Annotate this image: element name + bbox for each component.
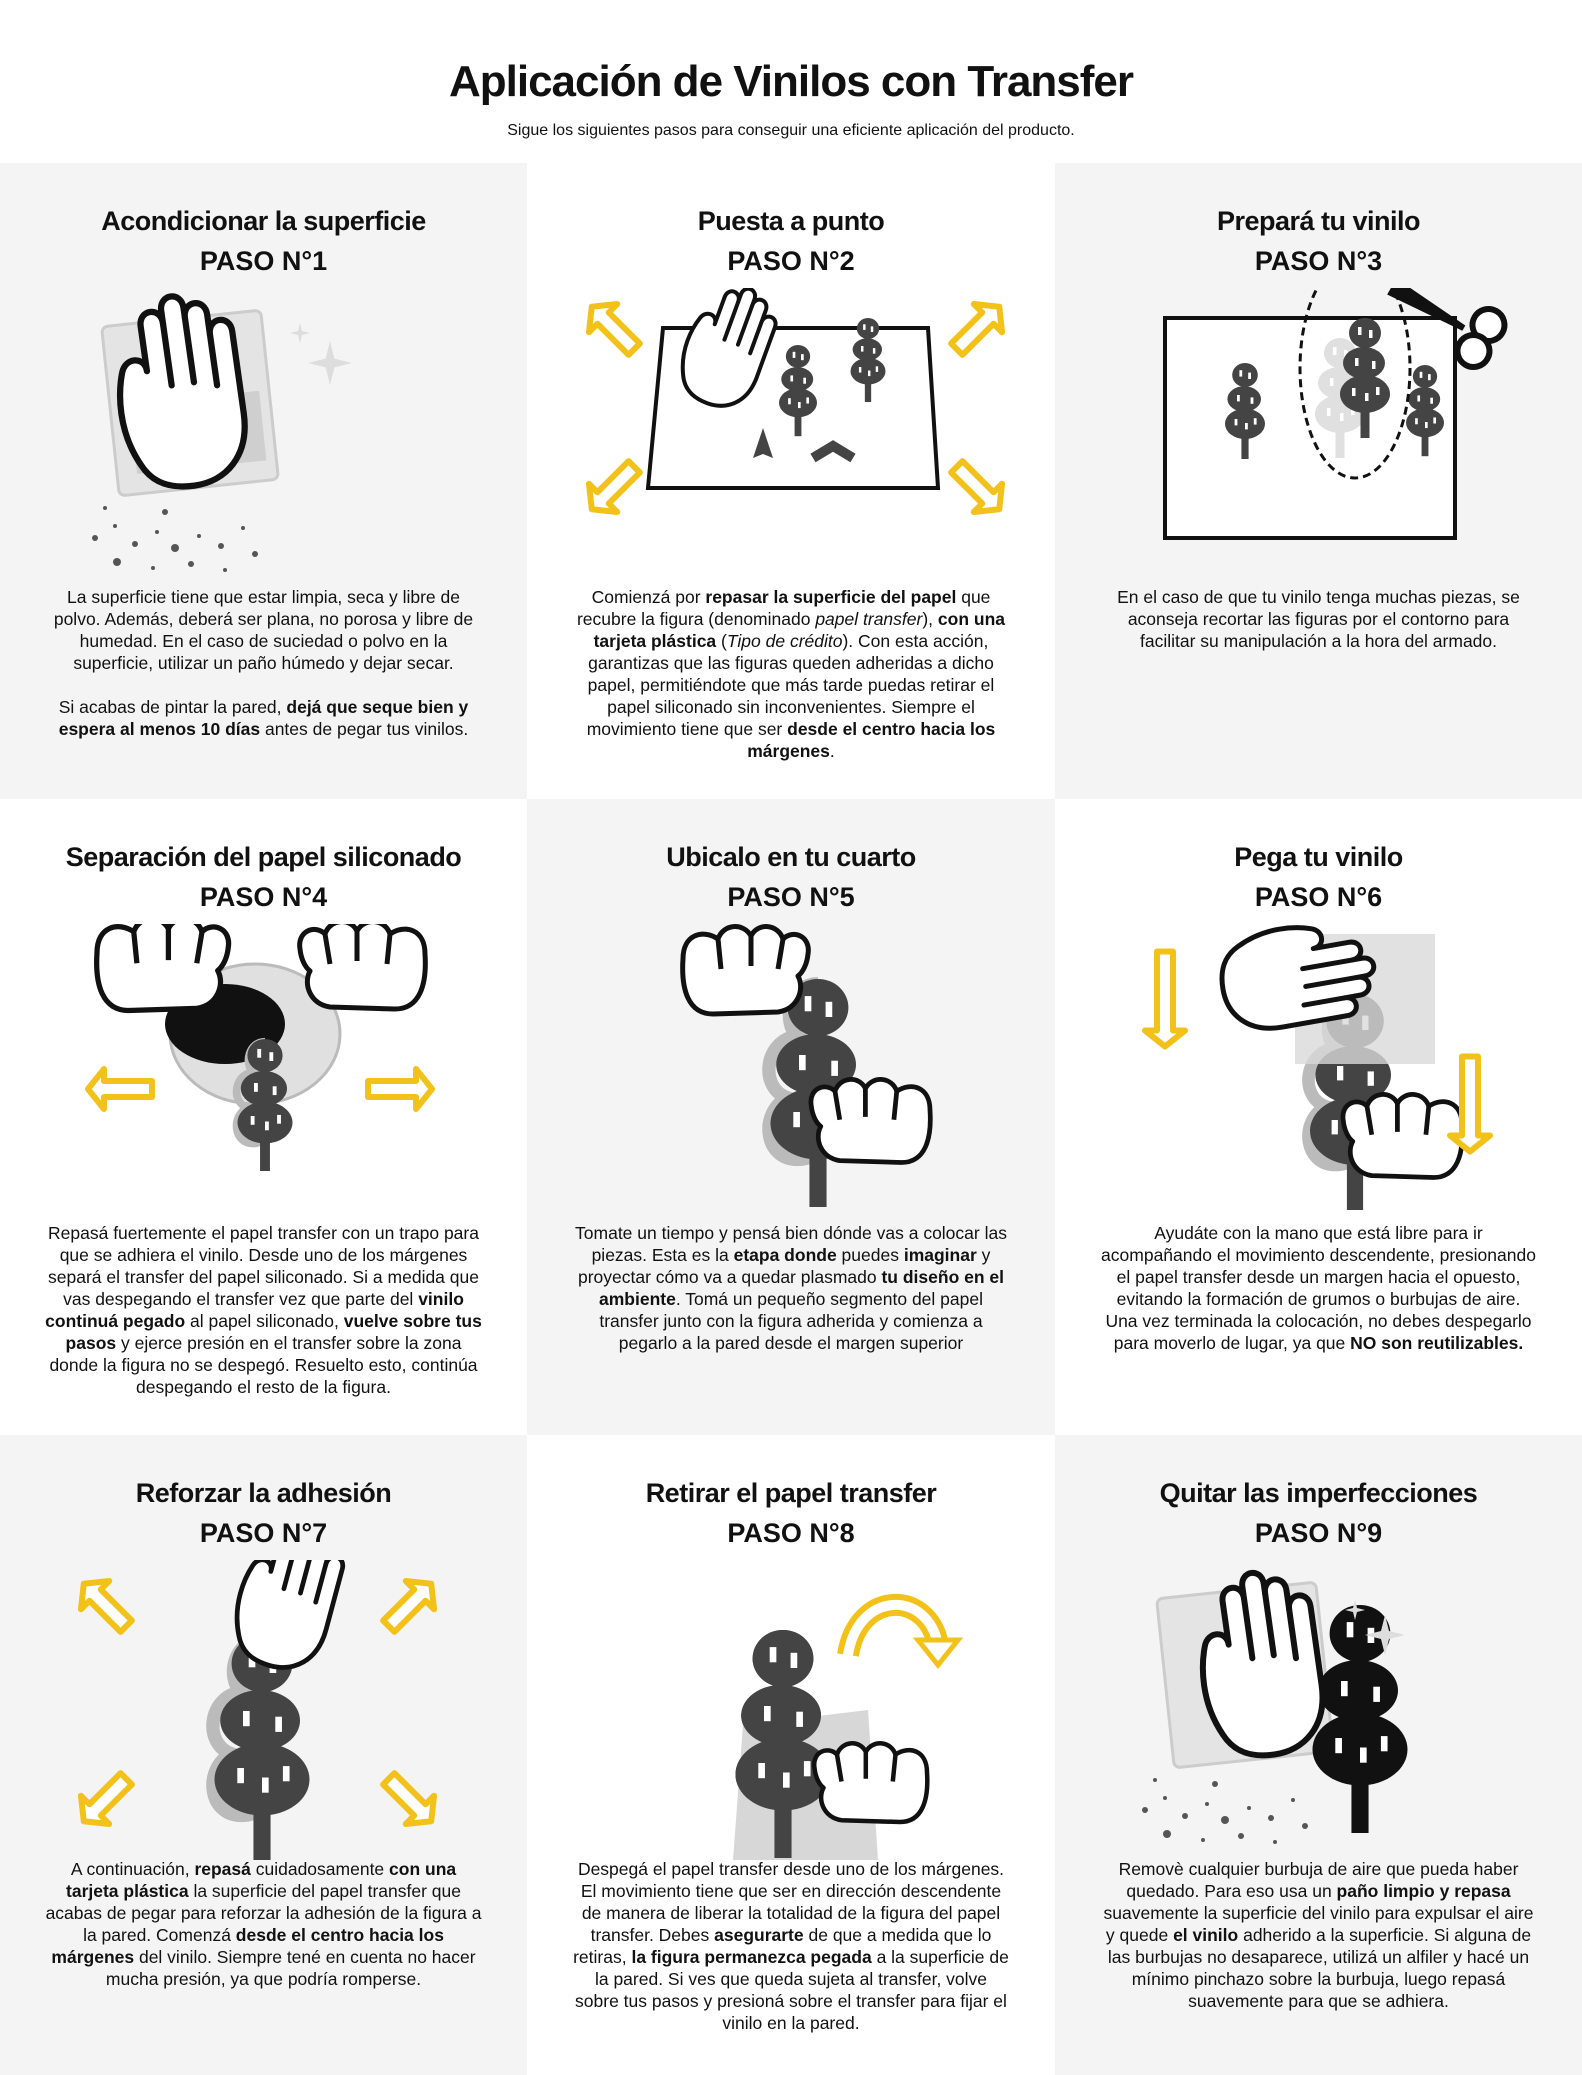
text-run: del vinilo. Siempre tené en cuenta no hacer mucha presión, ya que podría romperse.	[105, 1947, 476, 1989]
text-run: el vinilo	[1173, 1925, 1239, 1945]
text-run: La superficie tiene que estar limpia, seca y libre de polvo. Además, deberá ser plana, no porosa y libre de humedad. En el caso de suciedad o polvo en la superficie, utilizar un paño húmedo y dejar secar.	[53, 587, 474, 673]
page-subtitle: Sigue los siguientes pasos para conseguir una eficiente aplicación del producto.	[507, 122, 1075, 139]
step-card-5	[527, 799, 1055, 1435]
text-run: puedes	[836, 1245, 904, 1265]
page-title: Aplicación de Vinilos con Transfer	[448, 57, 1134, 106]
step-title: Quitar las imperfecciones	[1159, 1478, 1478, 1508]
text-run: al papel siliconado,	[185, 1311, 344, 1331]
step-description	[571, 1222, 1011, 1354]
hands-positioning-vinyl-icon	[527, 924, 1055, 1224]
text-run: Tomate un tiempo y pensá bien dónde vas a colocar las piezas. Esta es la	[575, 1223, 1007, 1265]
text-run: la superficie del papel transfer que acabas de pegar para reforzar la adhesión de la figura a la pared. Comenzá	[45, 1881, 482, 1945]
text-run: con una tarjeta plástica	[593, 609, 1005, 651]
step-number: PASO N°5	[727, 882, 855, 912]
description-paragraph	[571, 1222, 1011, 1354]
description-paragraph	[1099, 1222, 1538, 1354]
text-run: Repasá fuertemente el papel transfer con un trapo para que se adhiera el vinilo. Desde uno de los márgenes separá el transfer del papel siliconado. Si a medida que vas despegando el transfer vez que parte del	[48, 1223, 479, 1309]
description-paragraph	[44, 1222, 483, 1398]
text-run: cuidadosamente	[250, 1859, 390, 1879]
step-card-2	[527, 163, 1055, 799]
text-run: a la superficie de la pared. Si ves que queda sujeta al transfer, volve sobre tus pasos y presioná sobre el transfer para fijar el vinilo en la pared.	[575, 1947, 1009, 2033]
text-run: la figura permanezca pegada	[631, 1947, 872, 1967]
hand-wiping-surface-icon	[0, 288, 527, 588]
step-title: Separación del papel siliconado	[65, 842, 462, 872]
step-card-9	[1055, 1435, 1582, 2075]
step-number: PASO N°9	[1254, 1518, 1383, 1548]
text-run: ),	[922, 609, 938, 629]
step-number: PASO N°7	[199, 1518, 328, 1548]
step-title: Puesta a punto	[697, 206, 885, 236]
step-title: Reforzar la adhesión	[135, 1478, 392, 1508]
scissors-cutting-vinyl-icon	[1055, 288, 1582, 588]
description-paragraph	[571, 1858, 1011, 2034]
hand-removing-bubbles-icon	[1055, 1560, 1582, 1860]
text-run: y ejerce presión en el transfer sobre la zona donde la figura no se despegó. Resuelto esto, continúa despegando el resto de la figura.	[49, 1333, 478, 1397]
text-run: suavemente la superficie del vinilo para expulsar el aire y quede	[1103, 1903, 1534, 1945]
page-header	[0, 0, 1582, 163]
description-paragraph	[1099, 586, 1538, 652]
text-run: vuelve sobre tus pasos	[65, 1311, 482, 1353]
step-title: Acondicionar la superficie	[101, 206, 426, 236]
text-run: asegurarte	[714, 1925, 804, 1945]
hands-pressing-vinyl-icon	[1055, 924, 1582, 1224]
step-description	[44, 1222, 483, 1398]
step-card-6	[1055, 799, 1582, 1435]
description-paragraph	[44, 586, 483, 674]
step-title: Pega tu vinilo	[1234, 842, 1403, 872]
step-description	[44, 586, 483, 740]
text-run: Si acabas de pintar la pared,	[58, 697, 287, 717]
text-run: imaginar	[903, 1245, 977, 1265]
text-run: En el caso de que tu vinilo tenga muchas piezas, se aconseja recortar las figuras por el contorno para facilitar su manipulación a la hora del armado.	[1117, 587, 1520, 651]
step-description	[1099, 586, 1538, 652]
step-number: PASO N°3	[1254, 246, 1383, 276]
hand-peeling-transfer-icon	[527, 1560, 1055, 1860]
step-number: PASO N°6	[1254, 882, 1383, 912]
text-run: Tipo de crédito	[726, 631, 843, 651]
step-card-1	[0, 163, 527, 799]
text-run: .	[829, 741, 835, 761]
description-paragraph	[571, 586, 1011, 762]
text-run: que recubre la figura (denominado	[576, 587, 991, 629]
text-run: antes de pegar tus vinilos.	[260, 719, 469, 739]
step-title: Ubicalo en tu cuarto	[666, 842, 916, 872]
text-run: y proyectar cómo va a quedar plasmado	[577, 1245, 991, 1287]
description-paragraph	[44, 1858, 483, 1990]
step-description	[571, 586, 1011, 762]
text-run: vinilo continuá pegado	[45, 1289, 464, 1331]
text-run: paño limpio y repasa	[1336, 1881, 1511, 1901]
text-run: NO son reutilizables.	[1350, 1333, 1524, 1353]
text-run: A continuación,	[70, 1859, 195, 1879]
text-run: con una tarjeta plástica	[66, 1859, 457, 1901]
text-run: desde el centro hacia los márgenes	[51, 1925, 444, 1967]
text-run: Ayudáte con la mano que está libre para ir acompañando el movimiento descendente, presionando el papel transfer desde un margen hacia el opuesto, evitando la formación de grumos o burbujas de aire. Una vez terminada la colocación, no debes despegarlo para moverlo de lugar, ya que	[1101, 1223, 1536, 1353]
hand-smoothing-transfer-icon	[527, 288, 1055, 588]
step-description	[571, 1858, 1011, 2034]
step-card-4	[0, 799, 527, 1435]
step-number: PASO N°8	[727, 1518, 855, 1548]
text-run: . Tomá un pequeño segmento del papel transfer junto con la figura adherida y comienza a pegarlo a la pared desde el margen superior	[599, 1289, 983, 1353]
text-run: ). Con esta acción, garantizas que las figuras queden adheridas a dicho papel, permitiéndote que más tarde puedas retirar el papel siliconado sin inconvenientes. Siempre el movimiento tiene que ser	[586, 631, 995, 739]
text-run: dejá que seque bien y espera al menos 10 días	[58, 697, 469, 739]
step-card-7	[0, 1435, 527, 2075]
step-title: Prepará tu vinilo	[1216, 206, 1421, 236]
text-run: adherido a la superficie. Si alguna de las burbujas no desaparece, utilizá un alfiler y hacé un mínimo pinchazo sobre la burbuja, luego repasá suavemente para que se adhiera.	[1107, 1925, 1532, 2011]
text-run: Despegá el papel transfer desde uno de los márgenes. El movimiento tiene que ser en dirección descendente de manera de liberar la totalidad de la figura del papel transfer. Debes	[577, 1859, 1005, 1945]
step-number: PASO N°1	[199, 246, 328, 276]
text-run: etapa donde	[733, 1245, 837, 1265]
text-run: de que a medida que lo retiras,	[573, 1925, 992, 1967]
text-run: desde el centro hacia los márgenes	[747, 719, 996, 761]
step-description	[44, 1858, 483, 1990]
hands-separating-paper-icon	[0, 924, 527, 1224]
step-card-3	[1055, 163, 1582, 799]
step-title: Retirar el papel transfer	[645, 1478, 937, 1508]
description-paragraph	[1099, 1858, 1538, 2012]
text-run: repasá	[194, 1859, 251, 1879]
text-run: repasar la superficie del papel	[705, 587, 957, 607]
text-run: tu diseño en el ambiente	[599, 1267, 1005, 1309]
description-paragraph	[44, 696, 483, 740]
text-run: Removè cualquier burbuja de aire que pueda haber quedado. Para eso usa un	[1118, 1859, 1519, 1901]
step-number: PASO N°2	[727, 246, 855, 276]
step-description	[1099, 1858, 1538, 2012]
steps-grid	[0, 163, 1582, 2075]
text-run: Comienzá por	[591, 587, 706, 607]
hand-reinforcing-adhesion-icon	[0, 1560, 527, 1860]
step-card-8	[527, 1435, 1055, 2075]
step-description	[1099, 1222, 1538, 1354]
text-run: papel transfer	[815, 609, 923, 629]
text-run: (	[716, 631, 727, 651]
step-number: PASO N°4	[199, 882, 328, 912]
